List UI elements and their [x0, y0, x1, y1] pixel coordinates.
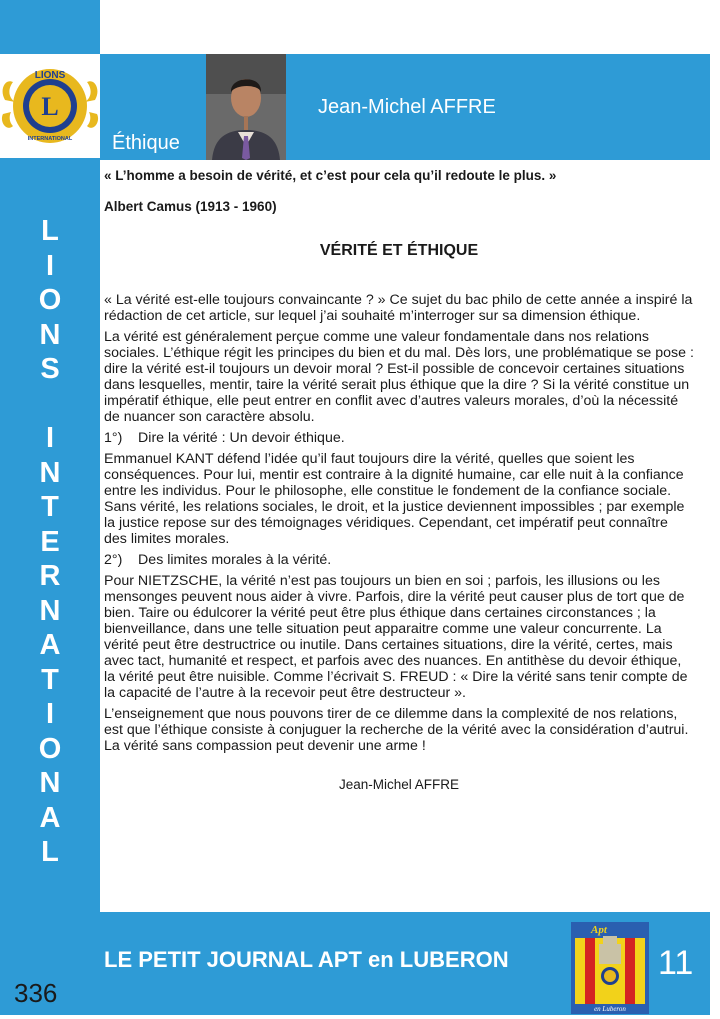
- journal-title: LE PETIT JOURNAL APT en LUBERON: [104, 947, 509, 972]
- vertical-letter: I: [45, 249, 55, 282]
- vertical-letter: L: [41, 836, 59, 868]
- article-body: [104, 168, 694, 807]
- vertical-letter: R: [39, 560, 61, 592]
- logo-center-letter: L: [41, 92, 59, 121]
- vertical-letter: N: [39, 594, 61, 627]
- page-number: 11: [658, 944, 694, 982]
- vertical-letter: I: [45, 422, 55, 454]
- vertical-letter: N: [39, 456, 61, 489]
- vertical-letter: A: [39, 801, 61, 834]
- article-paragraph: Emmanuel KANT défend l’idée qu’il faut toujours dire la vérité, quelles que soient les conséquences. Pour lui, mentir est contraire à la dignité humaine, car elle nuit à la confiance entre les individus. Pour le philosophe, elle constitue le fondement de la confiance sociale. Sans vérité, les relations sociales, le droit, et la justice deviennent impossibles ; par exemple la justice repose sur des témoignages véridiques. Cependant, cet impératif peut connaître des limites morales.: [104, 451, 685, 547]
- author-photo: [206, 54, 286, 160]
- article-title: VÉRITÉ ET ÉTHIQUE: [319, 242, 479, 259]
- page-margin: [710, 0, 720, 1015]
- article-signature: Jean-Michel AFFRE: [338, 777, 460, 792]
- vertical-letter: I: [45, 698, 55, 730]
- article-paragraph: « La vérité est-elle toujours convaincante ? » Ce sujet du bac philo de cette année a inspiré la rédaction de cet article, sur lequel j’ai souhaité m’interroger sur sa dimension éthique.: [104, 292, 693, 324]
- section-heading-1: 1°) Dire la vérité : Un devoir éthique.: [104, 430, 345, 446]
- section-heading-2: 2°) Des limites morales à la vérité.: [104, 552, 332, 568]
- article-paragraph: Pour NIETZSCHE, la vérité n’est pas toujours un bien en soi ; parfois, les illusions ou les mensonges peuvent nous aider à vivre. Parfois, dire la vérité peut causer plus de tort que de bien. Taire ou édulcorer la vérité peut être plus éthique dans certaines circonstances ; la bienveillance, dans une telle situation peut apparaitre comme une valeur concurrente. La vérité peut être destructrice ou inutile. Dans certaines situations, dire la vérité, certes, mais avec tact, humanité et respect, et parfois avec des nuances. En antithèse du devoir éthique, la vérité peut être nuisible. Comme l’écrivait S. FREUD : « Dire la vérité sans tenir compte de la capacité de l’autre à la recevoir peut être destructeur ».: [104, 573, 688, 701]
- vertical-letter: A: [39, 629, 61, 661]
- issue-number: 336: [14, 978, 58, 1008]
- vertical-letter: T: [41, 663, 59, 696]
- article-paragraph: L’enseignement que nous pouvons tirer de ce dilemme dans la complexité de nos relations, est que l’éthique consiste à conjuguer la recherche de la vérité avec la considération d’autrui. La vérité sans compassion peut devenir une arme !: [104, 706, 689, 754]
- section-label: Éthique: [112, 132, 180, 154]
- vertical-letter: T: [41, 491, 59, 523]
- logo-bottom-text: INTERNATIONAL: [27, 136, 73, 142]
- vertical-letter: O: [38, 284, 62, 316]
- logo-top-text: LIONS: [34, 70, 66, 81]
- vertical-lions-international: [28, 214, 72, 870]
- article-paragraph: La vérité est généralement perçue comme une valeur fondamentale dans nos relations sociales. L’éthique régit les principes du bien et du mal. Dès lors, une problématique se pose : dire la vérité est-il toujours un devoir moral ? Est-il possible de concevoir certaines situations dans lesquelles, mentir, taire la vérité serait plus éthique que la dire ? Si la vérité constitue un impératif éthique, elle peut entrer en conflit avec d’autres valeurs morales, d’où la nécessité de nuancer son caractère absolu.: [104, 329, 694, 425]
- epigraph-quote: « L’homme a besoin de vérité, et c’est pour cela qu’il redoute le plus. »: [104, 168, 557, 183]
- emblem-bottom-text: en Luberon: [594, 1005, 626, 1013]
- vertical-letter: O: [38, 732, 62, 765]
- vertical-letter: E: [40, 525, 60, 558]
- emblem-top-text: Apt: [591, 924, 607, 936]
- vertical-letter-gap: [28, 387, 72, 422]
- vertical-letter: L: [41, 215, 59, 247]
- lions-logo: [0, 54, 100, 158]
- header-author-name: Jean-Michel AFFRE: [318, 96, 496, 118]
- vertical-letter: N: [39, 767, 61, 799]
- apt-luberon-emblem: [571, 922, 649, 1014]
- vertical-letter: S: [40, 353, 60, 385]
- vertical-letter: N: [39, 318, 61, 351]
- epigraph-author: Albert Camus (1913 - 1960): [104, 199, 277, 214]
